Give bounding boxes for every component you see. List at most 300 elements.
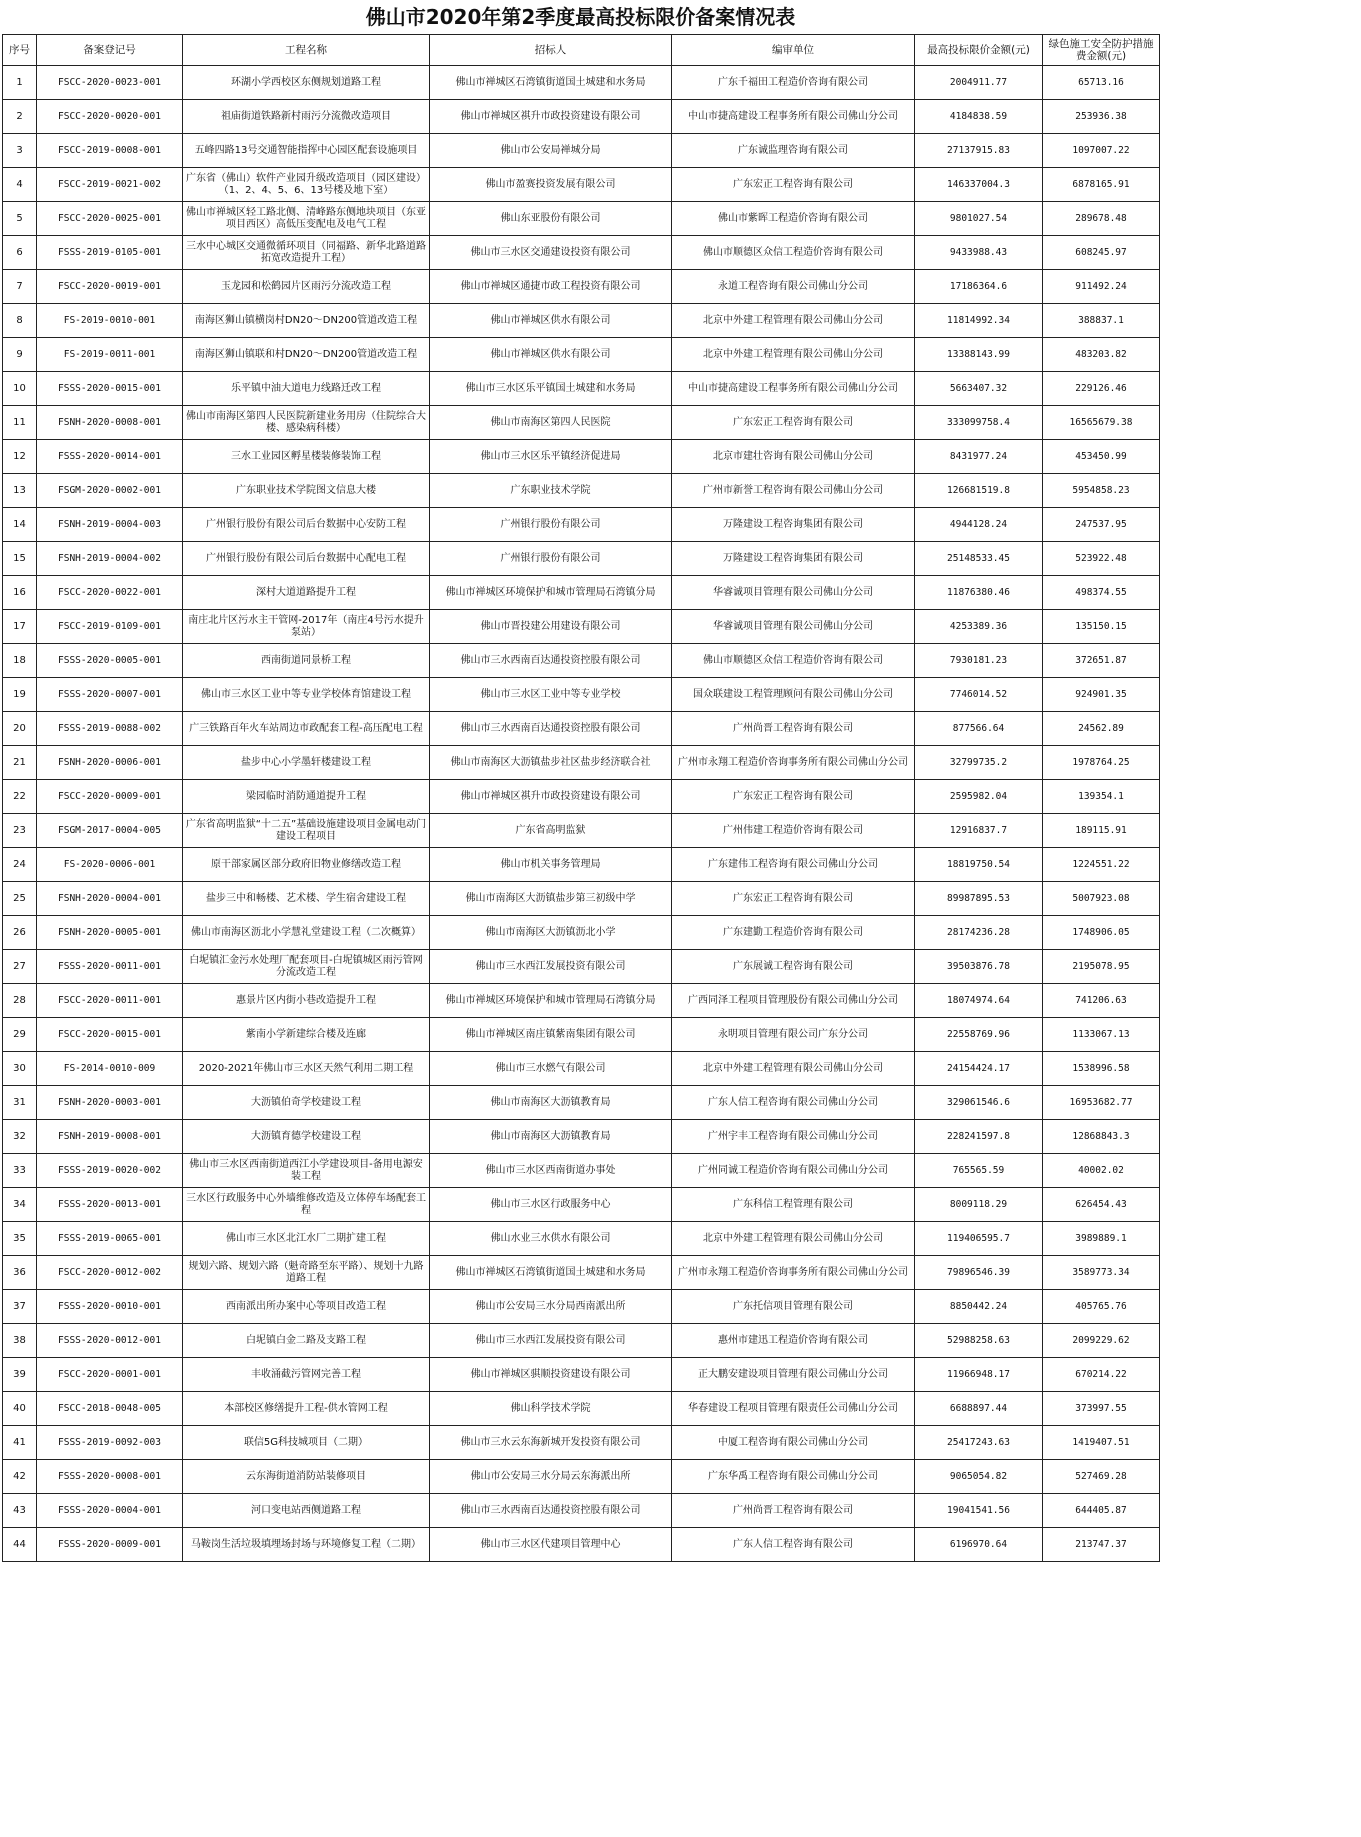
cell-tenderer: 佛山市三水西南百达通投资控股有限公司	[430, 712, 672, 746]
cell-index: 20	[3, 712, 37, 746]
cell-safety-fee: 213747.37	[1043, 1528, 1160, 1562]
table-row	[3, 1460, 1160, 1494]
cell-max-price: 89987895.53	[915, 882, 1043, 916]
cell-safety-fee: 135150.15	[1043, 610, 1160, 644]
cell-safety-fee: 6878165.91	[1043, 168, 1160, 202]
cell-max-price: 333099758.4	[915, 406, 1043, 440]
cell-safety-fee: 24562.89	[1043, 712, 1160, 746]
cell-index: 41	[3, 1426, 37, 1460]
cell-index: 6	[3, 236, 37, 270]
cell-project-name: 盐步中心小学墨轩楼建设工程	[183, 746, 430, 780]
cell-index: 39	[3, 1358, 37, 1392]
table-row	[3, 440, 1160, 474]
table-row	[3, 1426, 1160, 1460]
cell-project-name: 大沥镇育德学校建设工程	[183, 1120, 430, 1154]
cell-safety-fee: 373997.55	[1043, 1392, 1160, 1426]
cell-safety-fee: 741206.63	[1043, 984, 1160, 1018]
cell-max-price: 52988258.63	[915, 1324, 1043, 1358]
col-header-tenderer: 招标人	[430, 35, 672, 66]
cell-safety-fee: 5954858.23	[1043, 474, 1160, 508]
cell-project-name: 玉龙园和松鹤园片区雨污分流改造工程	[183, 270, 430, 304]
table-row	[3, 1494, 1160, 1528]
cell-max-price: 22558769.96	[915, 1018, 1043, 1052]
cell-max-price: 39503876.78	[915, 950, 1043, 984]
cell-safety-fee: 608245.97	[1043, 236, 1160, 270]
cell-reviewer: 广东诚监理咨询有限公司	[672, 134, 915, 168]
cell-safety-fee: 2195078.95	[1043, 950, 1160, 984]
cell-filing-no: FSNH-2020-0008-001	[37, 406, 183, 440]
cell-filing-no: FSSS-2019-0105-001	[37, 236, 183, 270]
cell-tenderer: 佛山市南海区大沥镇盐步第三初级中学	[430, 882, 672, 916]
cell-tenderer: 佛山东亚股份有限公司	[430, 202, 672, 236]
cell-tenderer: 佛山市禅城区南庄镇紫南集团有限公司	[430, 1018, 672, 1052]
table-row	[3, 950, 1160, 984]
cell-safety-fee: 1224551.22	[1043, 848, 1160, 882]
cell-project-name: 紫南小学新建综合楼及连廊	[183, 1018, 430, 1052]
cell-reviewer: 北京中外建工程管理有限公司佛山分公司	[672, 1222, 915, 1256]
cell-max-price: 329061546.6	[915, 1086, 1043, 1120]
cell-reviewer: 广东展诚工程咨询有限公司	[672, 950, 915, 984]
cell-index: 27	[3, 950, 37, 984]
table-row	[3, 134, 1160, 168]
cell-max-price: 2004911.77	[915, 66, 1043, 100]
cell-max-price: 228241597.8	[915, 1120, 1043, 1154]
cell-filing-no: FSSS-2020-0013-001	[37, 1188, 183, 1222]
cell-tenderer: 佛山市机关事务管理局	[430, 848, 672, 882]
cell-safety-fee: 911492.24	[1043, 270, 1160, 304]
cell-project-name: 白坭镇白金二路及支路工程	[183, 1324, 430, 1358]
table-row	[3, 202, 1160, 236]
cell-safety-fee: 626454.43	[1043, 1188, 1160, 1222]
cell-max-price: 18074974.64	[915, 984, 1043, 1018]
cell-max-price: 9433988.43	[915, 236, 1043, 270]
cell-project-name: 广州银行股份有限公司后台数据中心配电工程	[183, 542, 430, 576]
cell-reviewer: 万隆建设工程咨询集团有限公司	[672, 508, 915, 542]
cell-filing-no: FS-2019-0010-001	[37, 304, 183, 338]
cell-filing-no: FSSS-2019-0092-003	[37, 1426, 183, 1460]
cell-project-name: 丰收涌截污管网完善工程	[183, 1358, 430, 1392]
cell-reviewer: 广州尚晋工程咨询有限公司	[672, 1494, 915, 1528]
cell-max-price: 877566.64	[915, 712, 1043, 746]
cell-project-name: 广东省高明监狱“十二五”基础设施建设项目金属电动门建设工程项目	[183, 814, 430, 848]
cell-tenderer: 佛山市禅城区石湾镇街道国土城建和水务局	[430, 66, 672, 100]
cell-max-price: 12916837.7	[915, 814, 1043, 848]
cell-max-price: 19041541.56	[915, 1494, 1043, 1528]
table-row	[3, 1154, 1160, 1188]
cell-index: 30	[3, 1052, 37, 1086]
cell-reviewer: 广东华禹工程咨询有限公司佛山分公司	[672, 1460, 915, 1494]
cell-project-name: 广东职业技术学院图文信息大楼	[183, 474, 430, 508]
table-row	[3, 1188, 1160, 1222]
cell-safety-fee: 2099229.62	[1043, 1324, 1160, 1358]
page-title: 佛山市2020年第2季度最高投标限价备案情况表	[365, 5, 796, 29]
cell-safety-fee: 498374.55	[1043, 576, 1160, 610]
cell-safety-fee: 229126.46	[1043, 372, 1160, 406]
cell-safety-fee: 670214.22	[1043, 1358, 1160, 1392]
cell-project-name: 南庄北片区污水主干管网-2017年（南庄4号污水提升泵站）	[183, 610, 430, 644]
cell-filing-no: FSCC-2018-0048-005	[37, 1392, 183, 1426]
cell-max-price: 79896546.39	[915, 1256, 1043, 1290]
cell-safety-fee: 1097007.22	[1043, 134, 1160, 168]
table-row	[3, 678, 1160, 712]
cell-index: 43	[3, 1494, 37, 1528]
cell-reviewer: 永明项目管理有限公司广东分公司	[672, 1018, 915, 1052]
cell-project-name: 大沥镇伯奇学校建设工程	[183, 1086, 430, 1120]
cell-project-name: 三水中心城区交通微循环项目（同福路、新华北路道路拓宽改造提升工程）	[183, 236, 430, 270]
cell-index: 17	[3, 610, 37, 644]
cell-tenderer: 佛山市三水西江发展投资有限公司	[430, 1324, 672, 1358]
cell-max-price: 24154424.17	[915, 1052, 1043, 1086]
cell-index: 22	[3, 780, 37, 814]
cell-safety-fee: 65713.16	[1043, 66, 1160, 100]
table-row	[3, 66, 1160, 100]
cell-filing-no: FSGM-2017-0004-005	[37, 814, 183, 848]
cell-safety-fee: 527469.28	[1043, 1460, 1160, 1494]
cell-filing-no: FSCC-2020-0020-001	[37, 100, 183, 134]
cell-safety-fee: 3989889.1	[1043, 1222, 1160, 1256]
cell-tenderer: 佛山市三水区工业中等专业学校	[430, 678, 672, 712]
cell-reviewer: 广州伟建工程造价咨询有限公司	[672, 814, 915, 848]
cell-safety-fee: 483203.82	[1043, 338, 1160, 372]
table-row	[3, 372, 1160, 406]
cell-filing-no: FSSS-2020-0008-001	[37, 1460, 183, 1494]
cell-tenderer: 广州银行股份有限公司	[430, 542, 672, 576]
cell-reviewer: 广东宏正工程咨询有限公司	[672, 780, 915, 814]
table-row	[3, 644, 1160, 678]
cell-safety-fee: 523922.48	[1043, 542, 1160, 576]
cell-index: 5	[3, 202, 37, 236]
table-row	[3, 270, 1160, 304]
cell-max-price: 11814992.34	[915, 304, 1043, 338]
cell-filing-no: FSSS-2019-0020-002	[37, 1154, 183, 1188]
cell-tenderer: 佛山市禅城区骐顺投资建设有限公司	[430, 1358, 672, 1392]
table-row	[3, 984, 1160, 1018]
cell-index: 28	[3, 984, 37, 1018]
cell-project-name: 南海区狮山镇横岗村DN20～DN200管道改造工程	[183, 304, 430, 338]
cell-max-price: 11966948.17	[915, 1358, 1043, 1392]
cell-tenderer: 佛山市三水云东海新城开发投资有限公司	[430, 1426, 672, 1460]
cell-reviewer: 广东人信工程咨询有限公司佛山分公司	[672, 1086, 915, 1120]
cell-filing-no: FSSS-2019-0088-002	[37, 712, 183, 746]
cell-tenderer: 佛山市禅城区环境保护和城市管理局石湾镇分局	[430, 984, 672, 1018]
col-header-index: 序号	[3, 35, 37, 66]
col-header-safety-fee: 绿色施工安全防护措施费金额(元)	[1043, 35, 1160, 66]
cell-index: 4	[3, 168, 37, 202]
cell-max-price: 25417243.63	[915, 1426, 1043, 1460]
cell-project-name: 广三铁路百年火车站周边市政配套工程-高压配电工程	[183, 712, 430, 746]
cell-tenderer: 佛山市禅城区供水有限公司	[430, 304, 672, 338]
cell-reviewer: 广州尚晋工程咨询有限公司	[672, 712, 915, 746]
cell-safety-fee: 3589773.34	[1043, 1256, 1160, 1290]
cell-filing-no: FSCC-2020-0015-001	[37, 1018, 183, 1052]
cell-index: 38	[3, 1324, 37, 1358]
cell-project-name: 深村大道道路提升工程	[183, 576, 430, 610]
cell-filing-no: FSCC-2020-0001-001	[37, 1358, 183, 1392]
cell-tenderer: 佛山市三水西江发展投资有限公司	[430, 950, 672, 984]
cell-index: 37	[3, 1290, 37, 1324]
cell-reviewer: 广西同泽工程项目管理股份有限公司佛山分公司	[672, 984, 915, 1018]
cell-safety-fee: 189115.91	[1043, 814, 1160, 848]
cell-index: 8	[3, 304, 37, 338]
cell-filing-no: FSSS-2020-0010-001	[37, 1290, 183, 1324]
cell-safety-fee: 139354.1	[1043, 780, 1160, 814]
cell-max-price: 18819750.54	[915, 848, 1043, 882]
table-header	[3, 35, 1160, 66]
cell-filing-no: FSCC-2019-0109-001	[37, 610, 183, 644]
cell-max-price: 27137915.83	[915, 134, 1043, 168]
cell-filing-no: FSSS-2019-0065-001	[37, 1222, 183, 1256]
cell-tenderer: 佛山市三水区西南街道办事处	[430, 1154, 672, 1188]
cell-tenderer: 佛山市南海区大沥镇沥北小学	[430, 916, 672, 950]
cell-max-price: 119406595.7	[915, 1222, 1043, 1256]
cell-max-price: 11876380.46	[915, 576, 1043, 610]
cell-tenderer: 广州银行股份有限公司	[430, 508, 672, 542]
cell-filing-no: FSNH-2020-0003-001	[37, 1086, 183, 1120]
cell-filing-no: FSNH-2020-0004-001	[37, 882, 183, 916]
cell-safety-fee: 453450.99	[1043, 440, 1160, 474]
cell-filing-no: FSSS-2020-0004-001	[37, 1494, 183, 1528]
cell-index: 44	[3, 1528, 37, 1562]
cell-safety-fee: 253936.38	[1043, 100, 1160, 134]
cell-tenderer: 佛山市三水燃气有限公司	[430, 1052, 672, 1086]
cell-reviewer: 广东宏正工程咨询有限公司	[672, 406, 915, 440]
cell-project-name: 本部校区修缮提升工程-供水管网工程	[183, 1392, 430, 1426]
cell-index: 15	[3, 542, 37, 576]
cell-filing-no: FSSS-2020-0014-001	[37, 440, 183, 474]
cell-filing-no: FSSS-2020-0009-001	[37, 1528, 183, 1562]
cell-project-name: 盐步三中和畅楼、艺术楼、学生宿舍建设工程	[183, 882, 430, 916]
table-row	[3, 304, 1160, 338]
cell-filing-no: FSNH-2020-0005-001	[37, 916, 183, 950]
cell-project-name: 佛山市南海区第四人民医院新建业务用房（住院综合大楼、感染病科楼）	[183, 406, 430, 440]
cell-safety-fee: 1419407.51	[1043, 1426, 1160, 1460]
cell-tenderer: 佛山科学技术学院	[430, 1392, 672, 1426]
cell-reviewer: 广州市永翔工程造价咨询事务所有限公司佛山分公司	[672, 746, 915, 780]
cell-tenderer: 佛山市禅城区祺升市政投资建设有限公司	[430, 100, 672, 134]
cell-project-name: 云东海街道消防站装修项目	[183, 1460, 430, 1494]
table-row	[3, 1392, 1160, 1426]
cell-safety-fee: 1133067.13	[1043, 1018, 1160, 1052]
cell-reviewer: 华睿诚项目管理有限公司佛山分公司	[672, 610, 915, 644]
cell-reviewer: 广东托信项目管理有限公司	[672, 1290, 915, 1324]
table-row	[3, 1290, 1160, 1324]
cell-filing-no: FSCC-2020-0025-001	[37, 202, 183, 236]
cell-reviewer: 北京中外建工程管理有限公司佛山分公司	[672, 304, 915, 338]
cell-project-name: 联信5G科技城项目（二期）	[183, 1426, 430, 1460]
cell-filing-no: FSNH-2019-0004-003	[37, 508, 183, 542]
cell-max-price: 17186364.6	[915, 270, 1043, 304]
cell-filing-no: FSCC-2020-0012-002	[37, 1256, 183, 1290]
cell-project-name: 环湖小学西校区东侧规划道路工程	[183, 66, 430, 100]
cell-filing-no: FSCC-2020-0019-001	[37, 270, 183, 304]
cell-reviewer: 广州市新誉工程咨询有限公司佛山分公司	[672, 474, 915, 508]
cell-tenderer: 佛山市三水西南百达通投资控股有限公司	[430, 1494, 672, 1528]
cell-project-name: 原干部家属区部分政府旧物业修缮改造工程	[183, 848, 430, 882]
cell-reviewer: 国众联建设工程管理顾问有限公司佛山分公司	[672, 678, 915, 712]
col-header-max-price: 最高投标限价金额(元)	[915, 35, 1043, 66]
cell-safety-fee: 644405.87	[1043, 1494, 1160, 1528]
cell-max-price: 25148533.45	[915, 542, 1043, 576]
cell-index: 12	[3, 440, 37, 474]
table-row	[3, 576, 1160, 610]
table-row	[3, 746, 1160, 780]
cell-index: 19	[3, 678, 37, 712]
cell-max-price: 6196970.64	[915, 1528, 1043, 1562]
cell-index: 34	[3, 1188, 37, 1222]
cell-filing-no: FSSS-2020-0012-001	[37, 1324, 183, 1358]
cell-safety-fee: 40002.02	[1043, 1154, 1160, 1188]
table-row	[3, 1528, 1160, 1562]
table-row	[3, 1222, 1160, 1256]
cell-safety-fee: 5007923.08	[1043, 882, 1160, 916]
cell-safety-fee: 1538996.58	[1043, 1052, 1160, 1086]
cell-safety-fee: 372651.87	[1043, 644, 1160, 678]
cell-index: 33	[3, 1154, 37, 1188]
cell-project-name: 惠景片区内街小巷改造提升工程	[183, 984, 430, 1018]
cell-reviewer: 广东建勤工程造价咨询有限公司	[672, 916, 915, 950]
cell-filing-no: FS-2014-0010-009	[37, 1052, 183, 1086]
cell-max-price: 8431977.24	[915, 440, 1043, 474]
table-row	[3, 406, 1160, 440]
cell-reviewer: 广东宏正工程咨询有限公司	[672, 882, 915, 916]
cell-safety-fee: 12868843.3	[1043, 1120, 1160, 1154]
table-row	[3, 610, 1160, 644]
cell-max-price: 13388143.99	[915, 338, 1043, 372]
cell-project-name: 佛山市三水区西南街道西江小学建设项目-备用电源安装工程	[183, 1154, 430, 1188]
cell-reviewer: 佛山市顺德区众信工程造价咨询有限公司	[672, 644, 915, 678]
cell-max-price: 8009118.29	[915, 1188, 1043, 1222]
cell-filing-no: FSNH-2019-0004-002	[37, 542, 183, 576]
cell-filing-no: FS-2019-0011-001	[37, 338, 183, 372]
cell-filing-no: FSSS-2020-0007-001	[37, 678, 183, 712]
cell-max-price: 9065054.82	[915, 1460, 1043, 1494]
cell-safety-fee: 924901.35	[1043, 678, 1160, 712]
cell-max-price: 4184838.59	[915, 100, 1043, 134]
cell-max-price: 4253389.36	[915, 610, 1043, 644]
cell-project-name: 乐平镇中油大道电力线路迁改工程	[183, 372, 430, 406]
cell-filing-no: FSCC-2020-0011-001	[37, 984, 183, 1018]
table-row	[3, 100, 1160, 134]
table-row	[3, 712, 1160, 746]
cell-reviewer: 中山市捷高建设工程事务所有限公司佛山分公司	[672, 100, 915, 134]
cell-reviewer: 北京市建壮咨询有限公司佛山分公司	[672, 440, 915, 474]
cell-index: 23	[3, 814, 37, 848]
cell-reviewer: 佛山市紫晖工程造价咨询有限公司	[672, 202, 915, 236]
table-row	[3, 168, 1160, 202]
cell-reviewer: 华春建设工程项目管理有限责任公司佛山分公司	[672, 1392, 915, 1426]
table-row	[3, 1120, 1160, 1154]
cell-project-name: 南海区狮山镇联和村DN20～DN200管道改造工程	[183, 338, 430, 372]
cell-safety-fee: 247537.95	[1043, 508, 1160, 542]
cell-tenderer: 佛山市三水区交通建设投资有限公司	[430, 236, 672, 270]
cell-filing-no: FSCC-2020-0009-001	[37, 780, 183, 814]
cell-tenderer: 佛山市盈赛投资发展有限公司	[430, 168, 672, 202]
cell-safety-fee: 1748906.05	[1043, 916, 1160, 950]
cell-index: 3	[3, 134, 37, 168]
cell-reviewer: 正大鹏安建设项目管理有限公司佛山分公司	[672, 1358, 915, 1392]
cell-reviewer: 华睿诚项目管理有限公司佛山分公司	[672, 576, 915, 610]
cell-filing-no: FSCC-2019-0008-001	[37, 134, 183, 168]
cell-filing-no: FSCC-2020-0023-001	[37, 66, 183, 100]
cell-tenderer: 佛山市禅城区供水有限公司	[430, 338, 672, 372]
table-row	[3, 1086, 1160, 1120]
cell-index: 32	[3, 1120, 37, 1154]
cell-filing-no: FSCC-2020-0022-001	[37, 576, 183, 610]
cell-tenderer: 佛山市公安局禅城分局	[430, 134, 672, 168]
table-row	[3, 916, 1160, 950]
cell-reviewer: 广州同诚工程造价咨询有限公司佛山分公司	[672, 1154, 915, 1188]
cell-max-price: 126681519.8	[915, 474, 1043, 508]
cell-max-price: 32799735.2	[915, 746, 1043, 780]
filing-table	[2, 34, 1160, 1562]
cell-tenderer: 佛山市三水区乐平镇国土城建和水务局	[430, 372, 672, 406]
cell-max-price: 28174236.28	[915, 916, 1043, 950]
table-row	[3, 1256, 1160, 1290]
cell-safety-fee: 405765.76	[1043, 1290, 1160, 1324]
table-row	[3, 508, 1160, 542]
cell-project-name: 规划六路、规划六路（魁奇路至东平路）、规划十九路道路工程	[183, 1256, 430, 1290]
cell-project-name: 三水工业园区孵星楼装修装饰工程	[183, 440, 430, 474]
cell-max-price: 6688897.44	[915, 1392, 1043, 1426]
cell-reviewer: 北京中外建工程管理有限公司佛山分公司	[672, 338, 915, 372]
cell-tenderer: 佛山市晋投建公用建设有限公司	[430, 610, 672, 644]
cell-index: 14	[3, 508, 37, 542]
cell-index: 1	[3, 66, 37, 100]
header-row	[3, 35, 1160, 66]
cell-tenderer: 佛山市公安局三水分局云东海派出所	[430, 1460, 672, 1494]
table-row	[3, 882, 1160, 916]
cell-reviewer: 广东科信工程管理有限公司	[672, 1188, 915, 1222]
cell-index: 42	[3, 1460, 37, 1494]
table-row	[3, 1358, 1160, 1392]
table-row	[3, 338, 1160, 372]
cell-tenderer: 佛山市南海区大沥镇盐步社区盐步经济联合社	[430, 746, 672, 780]
cell-index: 36	[3, 1256, 37, 1290]
cell-tenderer: 佛山市南海区大沥镇教育局	[430, 1120, 672, 1154]
cell-filing-no: FS-2020-0006-001	[37, 848, 183, 882]
table-row	[3, 1052, 1160, 1086]
cell-safety-fee: 16953682.77	[1043, 1086, 1160, 1120]
cell-tenderer: 佛山市三水区行政服务中心	[430, 1188, 672, 1222]
table-row	[3, 814, 1160, 848]
cell-max-price: 146337004.3	[915, 168, 1043, 202]
cell-index: 11	[3, 406, 37, 440]
cell-safety-fee: 1978764.25	[1043, 746, 1160, 780]
cell-reviewer: 广州市永翔工程造价咨询事务所有限公司佛山分公司	[672, 1256, 915, 1290]
cell-max-price: 8850442.24	[915, 1290, 1043, 1324]
table-row	[3, 1018, 1160, 1052]
cell-index: 25	[3, 882, 37, 916]
table-row	[3, 542, 1160, 576]
cell-project-name: 白坭镇汇金污水处理厂配套项目-白坭镇城区雨污管网分流改造工程	[183, 950, 430, 984]
cell-tenderer: 佛山市禅城区石湾镇街道国土城建和水务局	[430, 1256, 672, 1290]
cell-max-price: 4944128.24	[915, 508, 1043, 542]
cell-filing-no: FSNH-2020-0006-001	[37, 746, 183, 780]
cell-project-name: 西南派出所办案中心等项目改造工程	[183, 1290, 430, 1324]
cell-project-name: 广州银行股份有限公司后台数据中心安防工程	[183, 508, 430, 542]
cell-index: 16	[3, 576, 37, 610]
cell-max-price: 9801027.54	[915, 202, 1043, 236]
cell-reviewer: 中厦工程咨询有限公司佛山分公司	[672, 1426, 915, 1460]
cell-index: 26	[3, 916, 37, 950]
cell-tenderer: 佛山市禅城区通捷市政工程投资有限公司	[430, 270, 672, 304]
cell-index: 2	[3, 100, 37, 134]
cell-tenderer: 佛山市南海区第四人民医院	[430, 406, 672, 440]
cell-index: 7	[3, 270, 37, 304]
cell-index: 10	[3, 372, 37, 406]
table-body	[3, 66, 1160, 1562]
cell-project-name: 广东省（佛山）软件产业园升级改造项目（园区建设）（1、2、4、5、6、13号楼及地下室）	[183, 168, 430, 202]
